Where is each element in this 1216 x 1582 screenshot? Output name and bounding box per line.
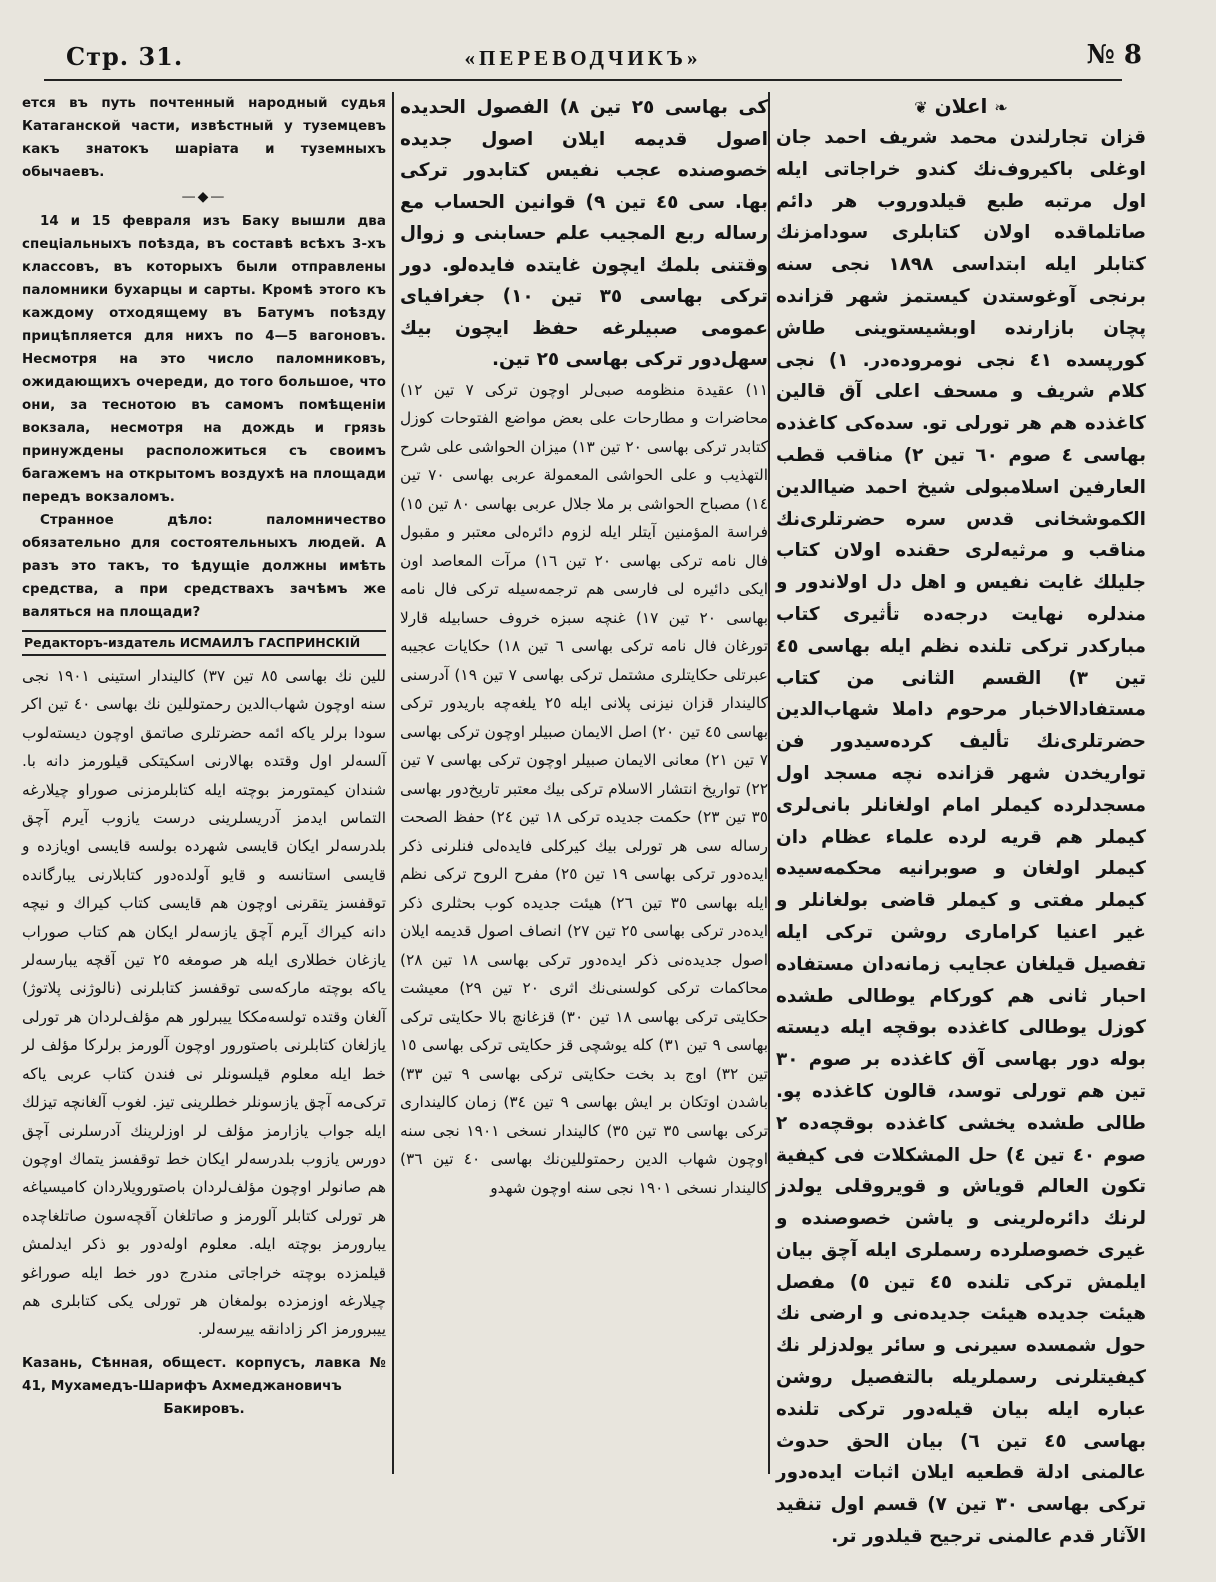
left-column [22, 92, 386, 1421]
page-number: Стр. 31. [66, 42, 184, 71]
column-divider-2 [768, 92, 770, 1474]
section-ornament: —◆— [181, 189, 227, 205]
right-column [776, 92, 1146, 1553]
announcement-body: قزان تجارلندن محمد شريف احمد جان اوغلى باكيروف‌نك كندو خراجاتى ايله اول مرتبه طبع قيلدوروب هر دائم صاتلماقده اولان كتابلرى سودامزنك كتابلر ايله ابتداسى ١٨٩٨ نجى سنه برنجى آوغوستدن كيستمز شهر قزانده پچان بازارنده اوبشيستوينى طاش كورپسده ٤١ نجى نومروده‌در. ١) نجى كلام شريف و مسحف اعلى آق قالين كاغذده هم هر تورلى تو. سده‌كى كاغذده بهاسى ٤ صوم ٦٠ تين ٢) مناقب قطب العارفين اسلامبولى شيخ احمد ضياالدين الكموشخانى قدس سره حضرتلرى‌نك مناقب و مرثيه‌لرى حقنده اولان كتاب جليلك غايت نفيس و اهل دل اولاندور و مندلره نهايت درجه‌ده تأثيرى كتاب مباركدر تركى تلنده نظم ايله بهاسى ٤٥ تين ٣) القسم الثانى من كتاب مستفادالاخبار مرحوم داملا شهاب‌الدين حضرتلرى‌نك تأليف كرده‌سيدور فن تواريخدن شهر قزانده نچه مسجد اول مسجدلرده كيملر امام اولغانلر بانى‌لرى كيملر هم قريه لرده علماء عظام دان كيملر اولغان و صوبرانيه محكمه‌سيده كيملر مفتى و كيملر قاضى بولغانلر و غير اعنيا كرامارى روشن تركى ايله تفصيل قيلغان عجايب زمانه‌دان مستفاده احبار ثانى هم كوركام يوطالى طشده كوزل يوطالى كاغذده بوقچه ايله ديسته بوله دور بهاسى آق كاغذده بر صوم ٣٠ تين هم تورلى توسد، قالون كاغذده پو. طالى طشده يخشى كاغذده بوقچه‌ده ٢ صوم ٤٠ تين ٤) حل المشكلات فى كيفية تكون العالم قوياش و قويروقلى يولدز لرنك دائره‌لرينى و ياشن خصوصنده و غيرى خصوصلرده رسملرى ايله آچق بيان ايلمش تركى تلنده ٤٥ تين ٥) مفصل هيئت جديده هيئت جديده‌نى و ارضى نك حول شمسده سيرنى و سائر يولدزلر نك كيفيتلرنى رسملريله بالتفصيل روشن عباره ايله بيان قيله‌دور تركى تلنده بهاسى ٤٥ تين ٦) بيان الحق حدوث عالمنى ادلة قطعيه ايلان اثبات ايده‌دور تركى بهاسى ٣٠ تين ٧) قسم اول تنقيد الآثار قدم عالمنى ترجيح قيلدور تر. [776, 127, 1147, 1548]
newspaper-title: «ПЕРЕВОДЧИКЪ» [464, 46, 702, 70]
announcement-heading [776, 92, 1146, 122]
page-header [44, 40, 1142, 76]
news-paragraph: Странное дѣло: паломничество обязательно для состоятельныхъ людей. А разъ это такъ, то ѣдущіе должны имѣть средства, а при средствахъ зачѣмъ же валяться на площади? [22, 513, 386, 620]
middle-column [400, 92, 768, 1202]
ornament-icon: ❧ [994, 98, 1008, 117]
news-paragraph: ется въ путь почтенный народный судья Катаганской части, извѣстный у туземцевъ какъ знатокъ шаріата и туземныхъ обычаевъ. [22, 96, 386, 180]
news-paragraph: 14 и 15 февраля изъ Баку вышли два спеціальныхъ поѣзда, въ составѣ всѣхъ 3-хъ классовъ, въ которыхъ были отправлены паломники бухарцы и сарты. Кромѣ этого къ каждому отходящему въ Батумъ поѣзду прицѣпляется для нихъ по 4—5 вагоновъ. Несмотря на это число паломниковъ, ожидающихъ очереди, до того большое, что они, за теснотою въ самомъ помѣщеніи вокзала, несмотря на дождь и грязь принуждены расположиться съ своимъ багажемъ на открытомъ воздухѣ на площади передъ вокзаломъ. [22, 214, 386, 505]
announcement-title: اعلان [934, 94, 988, 118]
shop-address [22, 1352, 386, 1421]
arabic-notice: للين نك بهاسى ٨٥ تين ٣٧) كاليندار استينى ١٩٠١ نجى سنه اوچون شهاب‌الدين رحمتوللين نك بهاسى ٤٠ تين اكر سودا برلر ياكه ائمه حضرتلرى صاتمق اوچون ديسته‌لوب آلسه‌لر اول وقتده بهالارنى اسكيتكى قيلورمز دانه با. شندان كيمتورمز بوچته ايله كتابلرمزنى صوراو چيلارغه التماس ايدمز آدريسلرينى درست يازوب آيرم آچق بلدرسه‌لر ايكان قايسى شهرده بولسه قايسى اويازده و قايسى استانسه و قايو آولده‌دور كتابلارنى يبارگانده توقفسز يتقرنى اوچون هم قايسى كتاب كيراك و نيچه دانه كيراك آيرم آچق يازسه‌لر ايكان هم كتاب صوراب يازغان خطلارى ايله هر صومغه ٢٥ تين آقچه يبارسه‌لر ياكه بوچته ماركه‌سى توقفسز كتابلرنى (نالوژنى پلاتوژ) آلغان وقتده تولسه‌مككا ييبرلور هم مؤلف‌لردان هر تورلى يازلغان كتابلرنى باصتورور اوچون آلورمز برلركا مؤلف لر خط ايله معلوم قيلسونلر نى فندن كتاب عربى ياكه تركى‌مه آچق يازسونلر خطلرينى تيز. لغوب آلغانچه تيزلك ايله جواب يازارمز مؤلف لر اوزلرينك آدرسلرنى آچق دورس يازوب بلدرسه‌لر ايكان خط توقفسز يتماك اوچون هم صانولر اوچون مؤلف‌لردان باصتورويلاردان كاميسياغه هر تورلى كتابلر آلورمز و صاتلغان آقچه‌سون صاتلغاچده يبارورمز بوچته ايله. معلوم اوله‌دور بو ذكر ايدلمش قيلمزده بوچته خراجاتى مندرج دور خط ايله صوراغو چيلارغه اوزمزده بولمغان هر تورلى يكى كتابلرى هم ييبرورمز اكر زادانقه ييرسه‌لر. [22, 667, 386, 1339]
book-list-intro: كى بهاسى ٢٥ تين ٨) الفصول الحديده اصول قديمه ايلان اصول جديده خصوصنده عجب نفيس كتابدور تركى بها. سى ٤٥ تين ٩) قوانين الحساب مع رساله ربع المجيب علم حسابنى و زوال وقتنى بلمك ايچون غايتده فايده‌لو. دور تركى بهاسى ٣٥ تين ١٠) جغرافياى عمومى صبيلرغه حفظ ايچون بيك سهل‌دور تركى بهاسى ٢٥ تين. [400, 97, 769, 370]
editor-credit: Редакторъ-издатель ИСМАИЛЪ ГАСПРИНСКІЙ [22, 630, 386, 656]
issue-number: № 8 [1086, 40, 1142, 70]
address-line: Казань, Сѣнная, общест. корпусъ, лавка № 41, Мухамедъ-Шарифъ Ахмеджановичъ [22, 1354, 386, 1394]
column-divider-1 [392, 92, 394, 1474]
header-rule [44, 79, 1122, 81]
address-name: Бакировъ. [163, 1400, 245, 1417]
ornament-icon: ❦ [914, 98, 928, 117]
book-list: ١١) عقيدة منظومه صبى‌لر اوچون تركى ٧ تين ١٢) محاضرات و مطارحات على بعض مواضع الفتوحات كوزل كتابدر تركى بهاسى ٢٠ تين ١٣) ميزان الحواشى على شرح التهذيب و على الحواشى المعمولة عربى بهاسى ٧٠ تين ١٤) مصباح الحواشى بر ملا جلال عربى بهاسى ٨٠ تين ١٥) فراسة المؤمنين آيتلر ايله لزوم دائره‌لى معتبر و مقبول فال نامه تركى بهاسى ٢٠ تين ١٦) مرآت المعاصد اون ايكى دائيره لى فارسى هم ترجمه‌سيله تركى فال نامه بهاسى ٢٠ تين ١٧) غنچه سبزه خروف حسابيله قارلا تورغان فال نامه تركى بهاسى ٦ تين ١٨) حكايات عجيبه عبرتلى حكايتلرى مشتمل تركى بهاسى ٧ تين ١٩) آدرسنى كاليندار قزان نيزنى پلانى ايله ٢٥ يلغه‌چه باريدور تركى بهاسى ٤٥ تين ٢٠) اصل الايمان صبيلر اوچون تركى بهاسى ٧ تين ٢١) معانى الايمان صبيلر اوچون تركى بهاسى ٧ تين ٢٢) تواريخ انتشار الاسلام تركى بيك معتبر تاريخ‌دور بهاسى ٣٥ تين ٢٣) حكمت جديده تركى ١٨ تين ٢٤) حفظ الصحت رساله سى هر تورلى بيك كيركلى فايده‌لى فنلرنى ذكر ايده‌دور تركى بهاسى ١٩ تين ٢٥) مفرح الروح تركى نظم ايله بهاسى ٣٥ تين ٢٦) هيئت جديده كوب بحثلرى ذكر ايده‌در تركى بهاسى ٢٥ تين ٢٧) انصاف اصول قديمه ايلان اصول جديده‌نى ذكر ايده‌دور تركى بهاسى ١٨ تين ٢٨) محاكمات تركى كولسنى‌نك اثرى ٢٠ تين ٢٩) معيشت حكايتى تركى بهاسى ١٨ تين ٣٠) قزغانچ بالا حكايتى تركى بهاسى ٩ تين ٣١) كله يوشچى قز حكايتى تركى بهاسى ١٥ تين ٣٢) اوج بد بخت حكايتى تركى بهاسى ٩ تين ٣٣) باشدن اوتكان بر ايش بهاسى ٩ تين ٣٤) زمان كاليندارى تركى بهاسى ٣٥ تين ٣٥) كاليندار نسخى ١٩٠١ نجى سنه اوچون شهاب الدين رحمتوللين‌نك بهاسى ٤٠ تين ٣٦) كاليندار نسخى ١٩٠١ نجى سنه اوچون شهدو [400, 380, 769, 1197]
